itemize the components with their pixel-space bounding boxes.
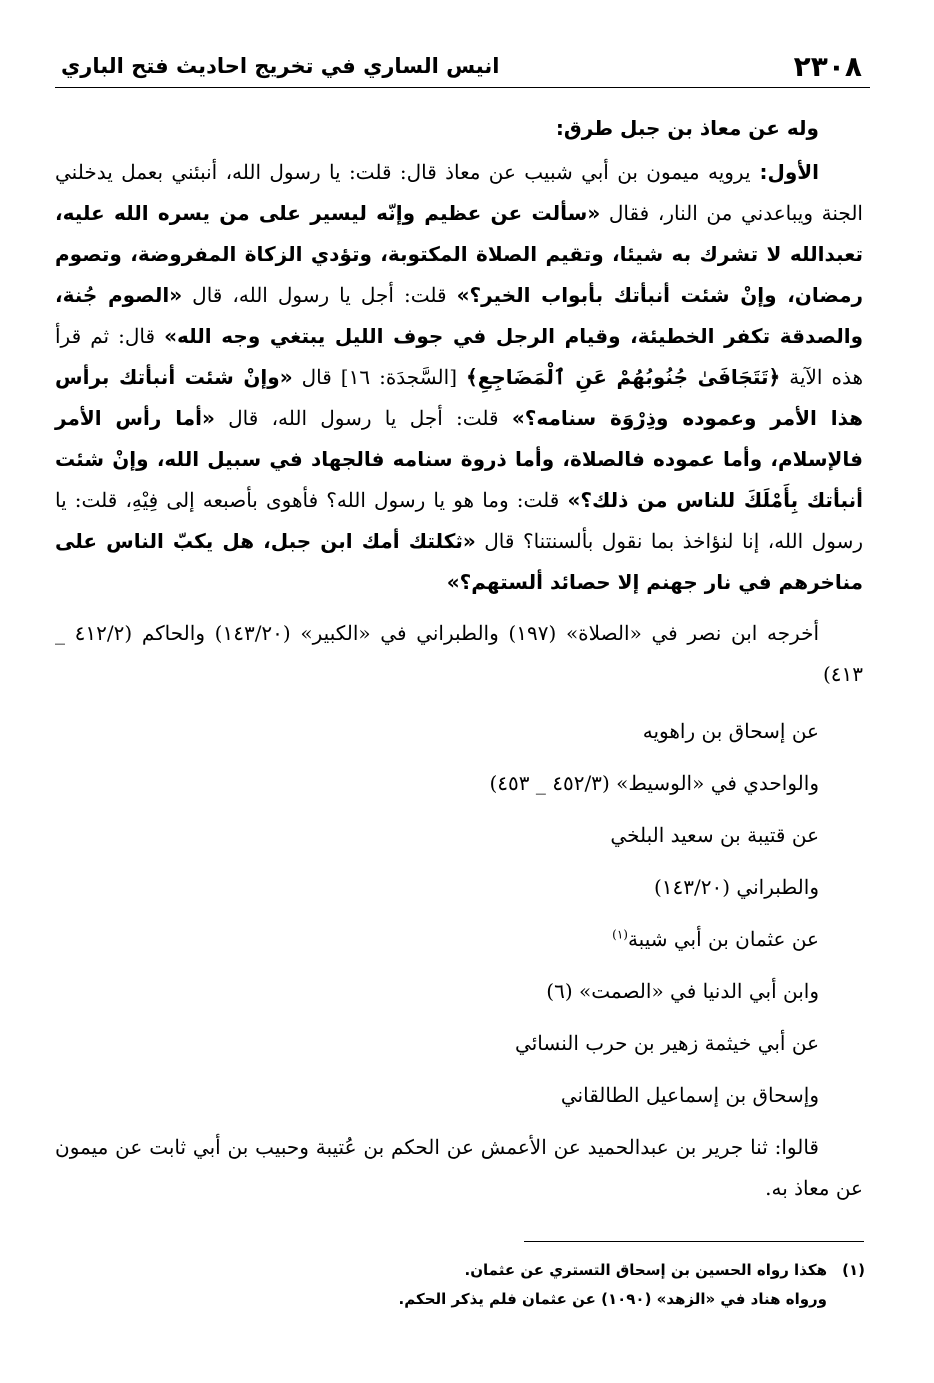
header-rule (55, 87, 870, 88)
isnad-line: عن عثمان بن أبي شيبة$^{(١)}$ (612, 927, 819, 951)
footnote-rule (524, 1241, 864, 1242)
section-heading: وله عن معاذ بن جبل طرق: (555, 116, 819, 140)
hadith-paragraph: الأول: يرويه ميمون بن أبي شبيب عن معاذ قال: قلت: يا رسول الله، أنبئني بعمل يدخلني الجنة ويباعدني من النار، فقال «سألت عن عظيم وإنّه ليسير على من يسره الله عليه، تعبدالله لا تشرك به شيئا، وتقيم الصلاة المكتوبة، وتؤدي الزكاة المفروضة، وتصوم رمضان، وإنْ شئت أنبأتك بأبواب الخير؟» قلت: أجل يا رسول الله، قال «الصوم جُنة، والصدقة تكفر الخطيئة، وقيام الرجل في جوف الليل يبتغي وجه الله» قال: ثم قرأ هذه الآية ﴿تَتَجَافَىٰ جُنُوبُهُمْ عَنِ ٱلْمَضَاجِعِ﴾ [السَّجدَة: ١٦] قال «وإنْ شئت أنبأتك برأس هذا الأمر وعموده وذِرْوَة سنامه؟» قلت: أجل يا رسول الله، قال «أما رأس الأمر فالإسلام، وأما عموده فالصلاة، وأما ذروة سنامه فالجهاد في سبيل الله، وإنْ شئت أنبأتك بِأَمْلَكَ للناس من ذلك؟» قلت: وما هو يا رسول الله؟ فأهوى بأصبعه إلى فِيْهِ، قلت: يا رسول الله، إنا لنؤاخذ بما نقول بألسنتنا؟ قال «ثكلتك أمك ابن جبل، هل يكبّ الناس على مناخرهم في نار جهنم إلا حصائد ألستهم؟» (55, 160, 864, 594)
page-number: ٢٣٠٨ (793, 50, 862, 83)
isnad-line: والطبراني (١٤٣/٢٠) (653, 875, 819, 899)
footnotes (200, 1256, 865, 1314)
isnad-line: عن إسحاق بن راهويه (642, 719, 819, 743)
source-paragraph: أخرجه ابن نصر في «الصلاة» (١٩٧) والطبراني في «الكبير» (١٤٣/٢٠) والحاكم (٤١٢/٢ _ ٤١٣) (55, 621, 863, 686)
closing-paragraph: قالوا: ثنا جرير بن عبدالحميد عن الأعمش عن الحكم بن عُتيبة وحبيب بن أبي ثابت عن ميمون عن معاذ به. (55, 1135, 863, 1200)
footnote-marker: (١) (612, 927, 628, 942)
quran-verse: «أما رأس الأمر فالإسلام، وأما عموده فالصلاة، وأما ذروة سنامه فالجهاد في سبيل الله، وإنْ شئت أنبأتك بِأَمْلَكَ للناس من ذلك؟» (55, 406, 863, 512)
footnote: (١)هكذا رواه الحسين بن إسحاق التستري عن عثمان. (200, 1256, 865, 1285)
footnote-number: (١) (842, 1261, 865, 1279)
isnad-line: والواحدي في «الوسيط» (٤٥٢/٣ _ ٤٥٣) (489, 771, 819, 795)
page-header (55, 44, 870, 88)
isnad-line: عن أبي خيثمة زهير بن حرب النسائي (515, 1031, 819, 1055)
label-first: الأول: (750, 160, 819, 184)
isnad-list (55, 705, 863, 1121)
main-text (55, 108, 863, 1209)
isnad-line: وإسحاق بن إسماعيل الطالقاني (560, 1083, 819, 1107)
footnote-continuation: ورواه هناد في «الزهد» (١٠٩٠) عن عثمان فلم يذكر الحكم. (398, 1290, 827, 1308)
isnad-line: وابن أبي الدنيا في «الصمت» (٦) (546, 979, 819, 1003)
isnad-line: عن قتيبة بن سعيد البلخي (610, 823, 819, 847)
running-title: انيس الساري في تخريج احاديث فتح الباري (61, 54, 500, 78)
